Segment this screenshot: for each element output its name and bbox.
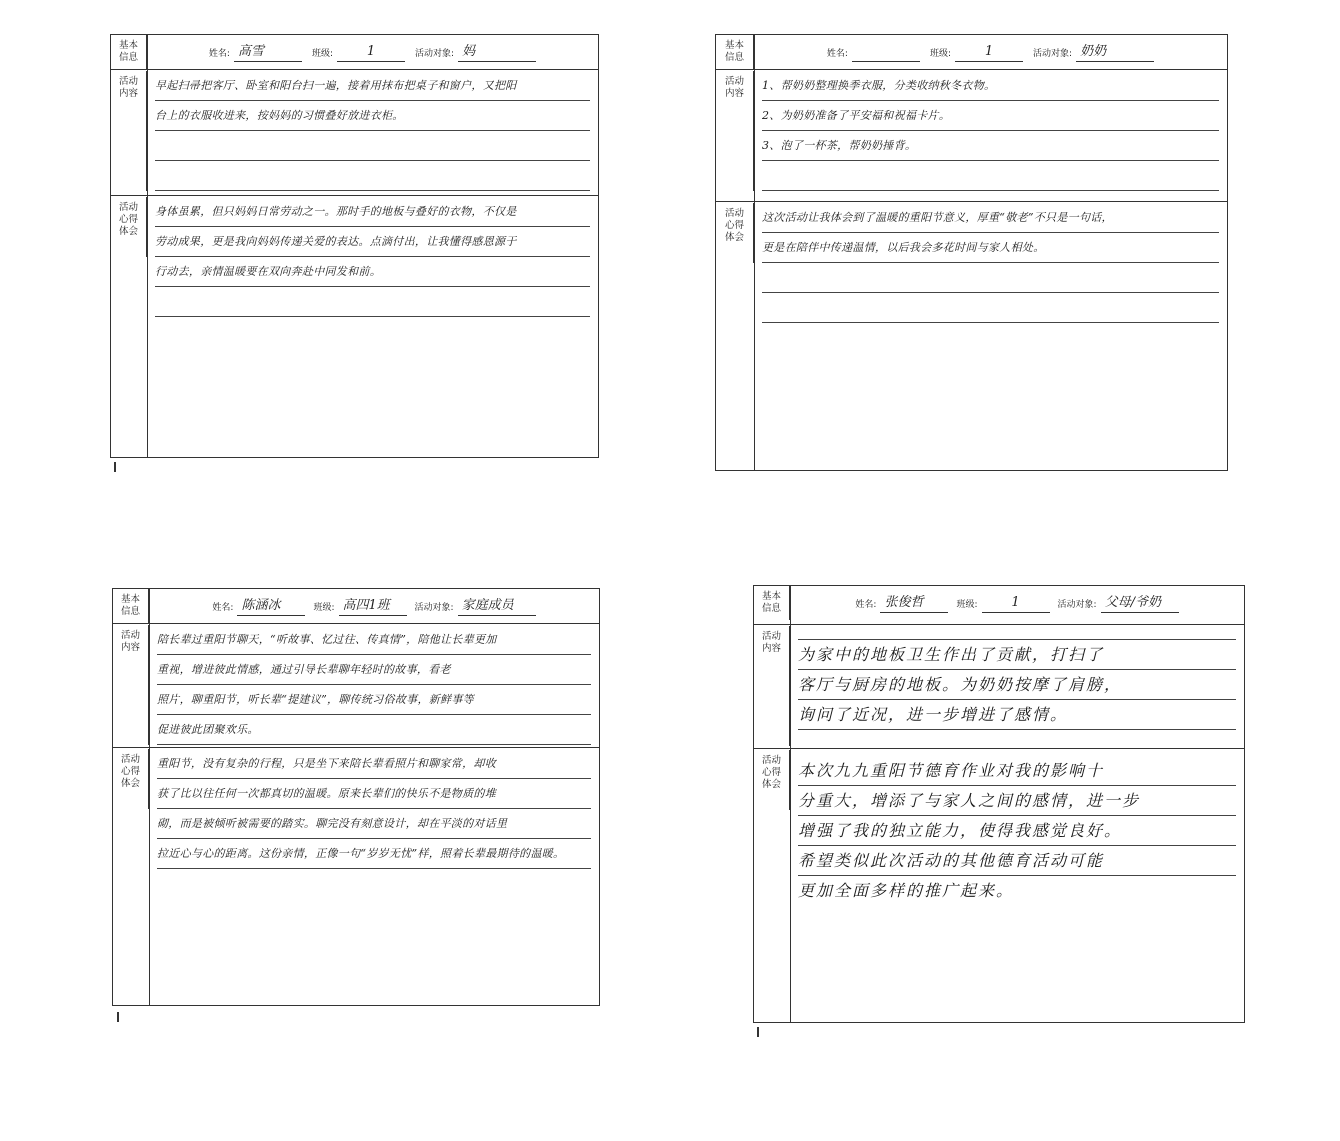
activity-form-3: [112, 588, 600, 1006]
class-value[interactable]: 1: [955, 43, 1023, 62]
basic-info-label: 基本 信息: [111, 35, 147, 69]
content-line[interactable]: 陪长辈过重阳节聊天，“听故事、忆过往、传真情”，陪他让长辈更加: [157, 625, 591, 655]
name-label: 姓名:: [208, 48, 230, 59]
feelings-line[interactable]: 重阳节，没有复杂的行程，只是坐下来陪长辈看照片和聊家常，却收: [157, 749, 591, 779]
activity-content-label: 活动 内容: [113, 625, 149, 745]
content-line[interactable]: 询问了近况，进一步增进了感情。: [798, 700, 1236, 730]
scan-mark: [117, 1012, 119, 1022]
target-value[interactable]: 父母/爷奶: [1101, 594, 1179, 613]
content-line[interactable]: [155, 131, 590, 161]
activity-content-lines: [155, 71, 590, 191]
target-label: 活动对象:: [1033, 48, 1073, 59]
content-line[interactable]: [155, 161, 590, 191]
target-value[interactable]: 奶奶: [1076, 43, 1154, 62]
content-line[interactable]: 1、帮奶奶整理换季衣服，分类收纳秋冬衣物。: [762, 71, 1219, 101]
basic-info-row: [754, 35, 1227, 69]
basic-info-label: 基本 信息: [754, 586, 790, 620]
row-divider: [111, 69, 598, 70]
content-line[interactable]: [762, 161, 1219, 191]
row-divider: [754, 748, 1244, 749]
feelings-line[interactable]: 劳动成果，更是我向妈妈传递关爱的表达。点滴付出，让我懂得感恩源于: [155, 227, 590, 257]
row-divider: [716, 69, 1227, 70]
activity-feelings-label: 活动 心得 体会: [716, 203, 754, 263]
target-label: 活动对象:: [1057, 599, 1097, 610]
activity-feelings-label: 活动 心得 体会: [111, 197, 147, 257]
content-line[interactable]: 为家中的地板卫生作出了贡献，打扫了: [798, 640, 1236, 670]
activity-content-label: 活动 内容: [716, 71, 754, 191]
row-divider: [716, 201, 1227, 202]
row-divider: [113, 623, 599, 624]
target-label: 活动对象:: [415, 48, 455, 59]
feelings-line[interactable]: 砌，而是被倾听被需要的踏实。聊完没有刻意设计，却在平淡的对话里: [157, 809, 591, 839]
feelings-line[interactable]: [155, 287, 590, 317]
activity-content-label: 活动 内容: [111, 71, 147, 191]
basic-info-label: 基本 信息: [716, 35, 754, 69]
name-label: 姓名:: [826, 48, 848, 59]
feelings-line[interactable]: 增强了我的独立能力，使得我感觉良好。: [798, 816, 1236, 846]
content-line[interactable]: 重视，增进彼此情感，通过引导长辈聊年轻时的故事，看老: [157, 655, 591, 685]
scan-mark: [114, 462, 116, 472]
activity-content-lines: [157, 625, 591, 745]
activity-feelings-label: 活动 心得 体会: [113, 749, 149, 809]
form-divider: [754, 35, 755, 470]
content-line[interactable]: 2、为奶奶准备了平安福和祝福卡片。: [762, 101, 1219, 131]
basic-info-row: [149, 589, 599, 623]
feelings-line[interactable]: 这次活动让我体会到了温暖的重阳节意义，厚重“敬老”不只是一句话，: [762, 203, 1219, 233]
name-label: 姓名:: [212, 602, 234, 613]
content-line[interactable]: 3、泡了一杯茶，帮奶奶捶背。: [762, 131, 1219, 161]
activity-content-label: 活动 内容: [754, 626, 790, 746]
feelings-line[interactable]: 拉近心与心的距离。这份亲情，正像一句“岁岁无忧”样，照着长辈最期待的温暖。: [157, 839, 591, 869]
class-value[interactable]: 高四1班: [339, 597, 407, 616]
form-divider: [147, 35, 148, 457]
feelings-line[interactable]: 更是在陪伴中传递温情，以后我会多花时间与家人相处。: [762, 233, 1219, 263]
content-line[interactable]: [798, 610, 1236, 640]
activity-feelings-lines: [798, 756, 1236, 906]
content-line[interactable]: 客厅与厨房的地板。为奶奶按摩了肩膀，: [798, 670, 1236, 700]
name-value[interactable]: 陈涵冰: [237, 597, 305, 616]
name-value[interactable]: 张俊哲: [880, 594, 948, 613]
name-value[interactable]: [852, 43, 920, 62]
activity-form-2: [715, 34, 1228, 471]
class-value[interactable]: 1: [982, 594, 1050, 613]
form-divider: [149, 589, 150, 1005]
activity-content-lines: [762, 71, 1219, 191]
class-label: 班级:: [956, 599, 978, 610]
class-label: 班级:: [311, 48, 334, 59]
name-value[interactable]: 高雪: [234, 43, 302, 62]
name-label: 姓名:: [855, 599, 877, 610]
feelings-line[interactable]: 希望类似此次活动的其他德育活动可能: [798, 846, 1236, 876]
basic-info-row: [147, 35, 598, 69]
activity-form-4: [753, 585, 1245, 1023]
activity-feelings-lines: [157, 749, 591, 869]
content-line[interactable]: 照片，聊重阳节，听长辈“提建议”，聊传统习俗故事，新鲜事等: [157, 685, 591, 715]
feelings-line[interactable]: [762, 293, 1219, 323]
activity-form-1: [110, 34, 599, 458]
target-value[interactable]: 妈: [458, 43, 536, 62]
class-value[interactable]: 1: [337, 43, 405, 62]
feelings-line[interactable]: 分重大，增添了与家人之间的感情，进一步: [798, 786, 1236, 816]
feelings-line[interactable]: 行动去，亲情温暖要在双向奔赴中同发和前。: [155, 257, 590, 287]
feelings-line[interactable]: 本次九九重阳节德育作业对我的影响十: [798, 756, 1236, 786]
activity-feelings-lines: [155, 197, 590, 317]
feelings-line[interactable]: 身体虽累，但只妈妈日常劳动之一。那时手的地板与叠好的衣物，不仅是: [155, 197, 590, 227]
row-divider: [111, 195, 598, 196]
activity-feelings-label: 活动 心得 体会: [754, 750, 790, 810]
feelings-line[interactable]: 获了比以往任何一次都真切的温暖。原来长辈们的快乐不是物质的堆: [157, 779, 591, 809]
target-value[interactable]: 家庭成员: [458, 597, 536, 616]
feelings-line[interactable]: 更加全面多样的推广起来。: [798, 881, 1015, 900]
class-label: 班级:: [929, 48, 952, 59]
row-divider: [113, 747, 599, 748]
content-line[interactable]: 促进彼此团聚欢乐。: [157, 715, 591, 745]
basic-info-label: 基本 信息: [113, 589, 149, 623]
target-label: 活动对象:: [414, 602, 454, 613]
form-divider: [790, 586, 791, 1022]
content-line[interactable]: 早起扫帚把客厅、卧室和阳台扫一遍，接着用抹布把桌子和窗户，又把阳: [155, 71, 590, 101]
activity-content-lines: [798, 610, 1236, 730]
class-label: 班级:: [313, 602, 335, 613]
activity-feelings-lines: [762, 203, 1219, 323]
feelings-line[interactable]: [762, 263, 1219, 293]
content-line[interactable]: 台上的衣服收进来，按妈妈的习惯叠好放进衣柜。: [155, 101, 590, 131]
scan-mark: [757, 1027, 759, 1037]
